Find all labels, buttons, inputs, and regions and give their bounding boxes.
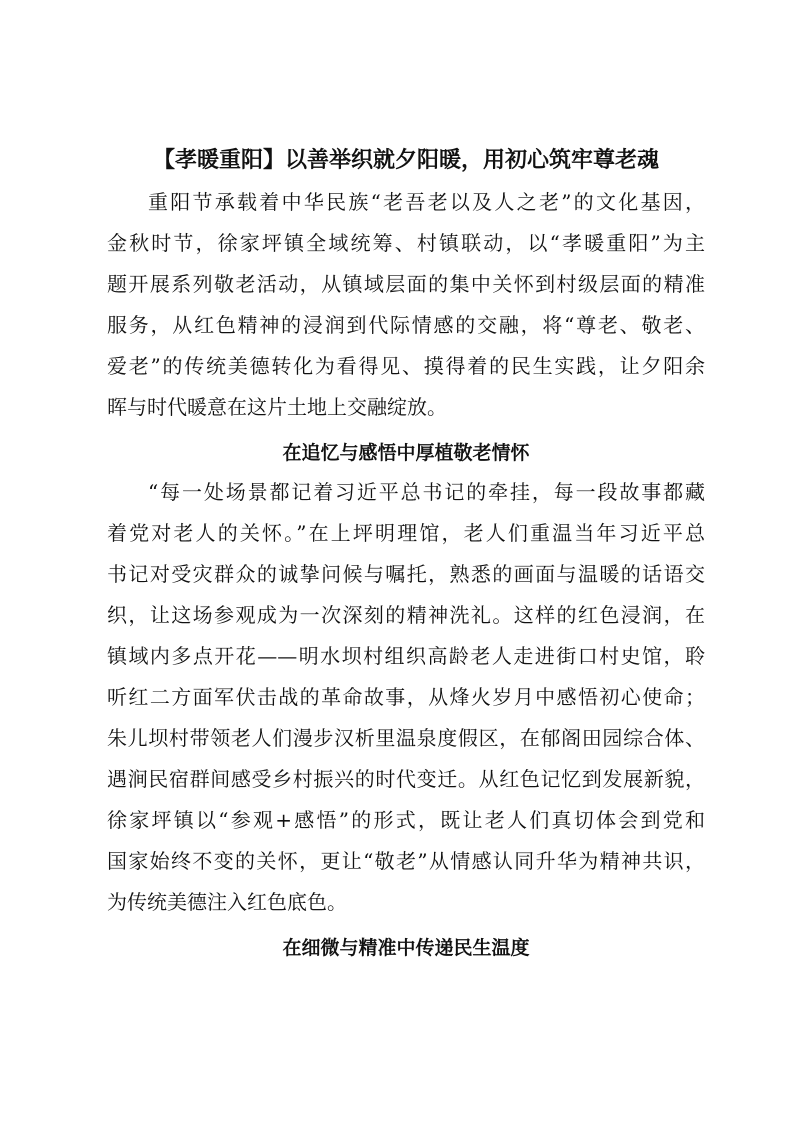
section-heading-1: 在追忆与感悟中厚植敬老情怀 bbox=[282, 442, 530, 464]
paragraph-line: 徐家坪镇以“参观+感悟”的形式，既让老人们真切体会到党和 bbox=[107, 808, 705, 832]
paragraph-line: 国家始终不变的关怀，更让“敬老”从情感认同升华为精神共识， bbox=[107, 849, 705, 873]
paragraph-line: 服务，从红色精神的浸润到代际情感的交融，将“尊老、敬老、 bbox=[107, 313, 705, 337]
paragraph-line: 为传统美德注入红色底色。 bbox=[107, 890, 347, 914]
paragraph-line: “每一处场景都记着习近平总书记的牵挂，每一段故事都藏 bbox=[148, 480, 705, 504]
paragraph-line: 朱儿坝村带领老人们漫步汉析里温泉度假区，在郁阁田园综合体、 bbox=[107, 726, 705, 750]
paragraph-line: 镇域内多点开花——明水坝村组织高龄老人走进街口村史馆，聆 bbox=[107, 644, 705, 668]
paragraph-line: 听红二方面军伏击战的革命故事，从烽火岁月中感悟初心使命； bbox=[107, 685, 705, 709]
paragraph-line: 遇涧民宿群间感受乡村振兴的时代变迁。从红色记忆到发展新貌， bbox=[107, 767, 705, 791]
paragraph-line: 金秋时节，徐家坪镇全域统筹、村镇联动，以“孝暖重阳”为主 bbox=[107, 231, 705, 255]
paragraph-line: 书记对受灾群众的诚挚问候与嘱托，熟悉的画面与温暖的话语交 bbox=[107, 562, 705, 586]
document-title: 【孝暖重阳】以善举织就夕阳暖，用初心筑牢尊老魂 bbox=[152, 148, 659, 173]
section-heading-2: 在细微与精准中传递民生温度 bbox=[282, 937, 530, 959]
paragraph-line: 晖与时代暖意在这片土地上交融绽放。 bbox=[107, 395, 447, 419]
paragraph-line: 题开展系列敬老活动，从镇域层面的集中关怀到村级层面的精准 bbox=[107, 272, 705, 296]
paragraph-line: 重阳节承载着中华民族“老吾老以及人之老”的文化基因， bbox=[148, 190, 705, 214]
paragraph-line: 织，让这场参观成为一次深刻的精神洗礼。这样的红色浸润，在 bbox=[107, 603, 705, 627]
paragraph-line: 着党对老人的关怀。”在上坪明理馆，老人们重温当年习近平总 bbox=[107, 521, 705, 545]
paragraph-line: 爱老”的传统美德转化为看得见、摸得着的民生实践，让夕阳余 bbox=[107, 354, 705, 378]
